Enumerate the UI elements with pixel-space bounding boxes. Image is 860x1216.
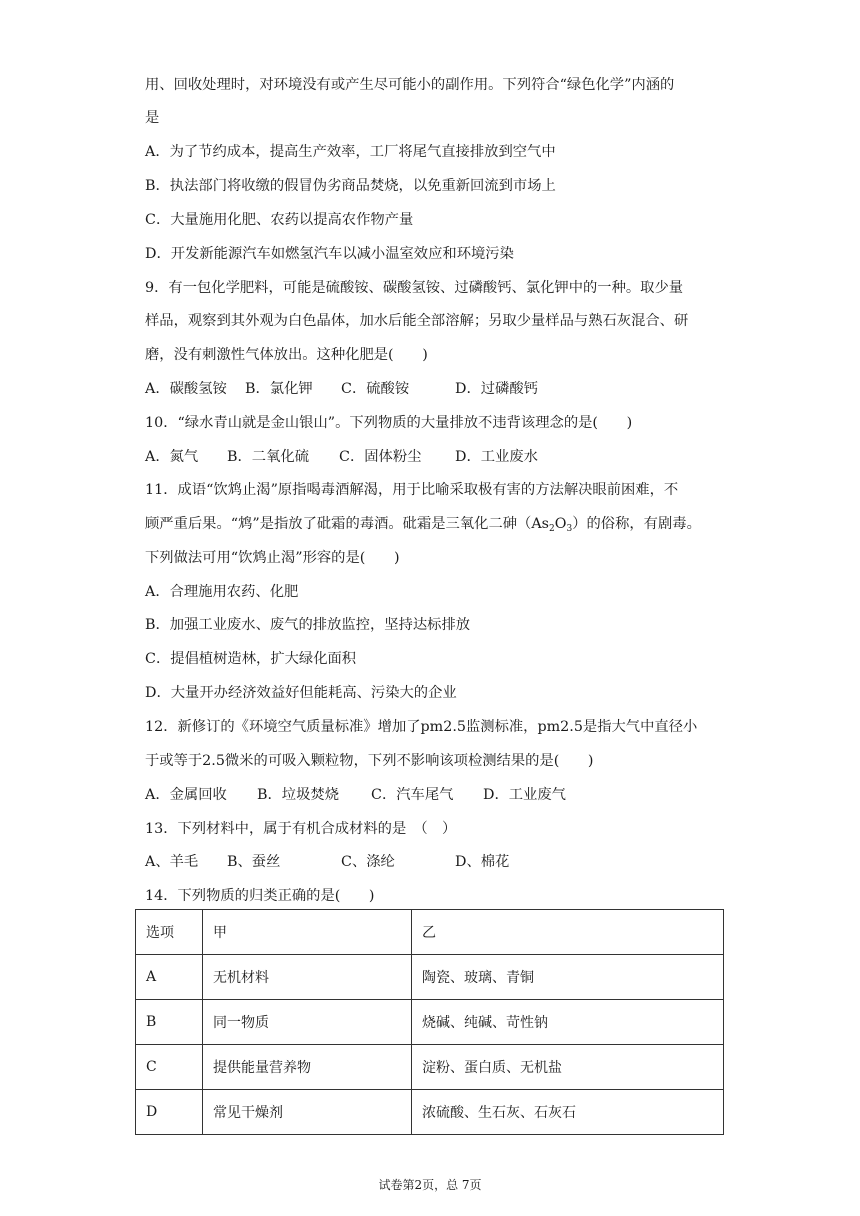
page-footer: 试卷第2页，总 7页 bbox=[378, 1178, 482, 1192]
table-row bbox=[136, 1000, 724, 1045]
q10-stem: 10．“绿水青山就是金山银山”。下列物质的大量排放不违背该理念的是( ) bbox=[145, 415, 633, 431]
q10-option-a: A．氮气 bbox=[145, 449, 199, 465]
table-cell: D bbox=[136, 1090, 203, 1135]
q9-stem-line3: 磨，没有刺激性气体放出。这种化肥是( ) bbox=[145, 347, 428, 363]
q13-stem: 13．下列材料中，属于有机合成材料的是 （ ） bbox=[145, 821, 457, 837]
q12-option-c: C．汽车尾气 bbox=[371, 787, 454, 803]
q13-option-b: B、蚕丝 bbox=[227, 854, 281, 870]
table-row bbox=[136, 955, 724, 1000]
q11-option-d: D．大量开办经济效益好但能耗高、污染大的企业 bbox=[145, 685, 457, 701]
q8-stem-line1: 用、回收处理时，对环境没有或产生尽可能小的副作用。下列符合“绿色化学”内涵的 bbox=[145, 77, 675, 93]
q8-option-c: C．大量施用化肥、农药以提高农作物产量 bbox=[145, 212, 414, 228]
table-header-cell: 选项 bbox=[136, 910, 203, 955]
q12-option-a: A．金属回收 bbox=[145, 787, 227, 803]
q9-stem-line1: 9．有一包化学肥料，可能是硫酸铵、碳酸氢铵、过磷酸钙、氯化钾中的一种。取少量 bbox=[145, 280, 684, 296]
q9-options bbox=[145, 378, 538, 398]
q8-option-a: A．为了节约成本，提高生产效率，工厂将尾气直接排放到空气中 bbox=[145, 144, 556, 160]
q9-option-b: B．氯化钾 bbox=[245, 381, 313, 397]
q10-option-b: B．二氧化硫 bbox=[227, 449, 309, 465]
table-cell: 提供能量营养物 bbox=[203, 1045, 412, 1090]
q12-stem-line1: 12．新修订的《环境空气质量标准》增加了pm2.5监测标准，pm2.5是指大气中直径小 bbox=[145, 719, 698, 735]
table-row bbox=[136, 1090, 724, 1135]
q14-stem: 14．下列物质的归类正确的是( ) bbox=[145, 888, 375, 904]
q11-option-b: B．加强工业废水、废气的排放监控，坚持达标排放 bbox=[145, 617, 471, 633]
table-cell: 无机材料 bbox=[203, 955, 412, 1000]
q11-stem-line1: 11．成语“饮鸩止渴”原指喝毒酒解渴，用于比喻采取极有害的方法解决眼前困难，不 bbox=[145, 482, 679, 498]
q12-option-d: D．工业废气 bbox=[483, 787, 566, 803]
q11-stem-line3: 下列做法可用“饮鸩止渴”形容的是( ) bbox=[145, 550, 400, 566]
q12-option-b: B．垃圾焚烧 bbox=[257, 787, 339, 803]
q11-stem-line2: 顾严重后果。“鸩”是指放了砒霜的毒酒。砒霜是三氧化二砷$(As_2O_3)$的俗称，有剧毒。 bbox=[145, 516, 701, 534]
table-cell: C bbox=[136, 1045, 203, 1090]
q11-option-a: A．合理施用农药、化肥 bbox=[145, 584, 299, 600]
q10-option-d: D．工业废水 bbox=[455, 449, 538, 465]
q12-stem-line2: 于或等于2.5微米的可吸入颗粒物，下列不影响该项检测结果的是( ) bbox=[145, 753, 594, 769]
table-cell: 陶瓷、玻璃、青铜 bbox=[412, 955, 724, 1000]
q11-option-c: C．提倡植树造林，扩大绿化面积 bbox=[145, 651, 357, 667]
q8-option-b: B．执法部门将收缴的假冒伪劣商品焚烧，以免重新回流到市场上 bbox=[145, 178, 556, 194]
table-row bbox=[136, 1045, 724, 1090]
table-cell: 常见干燥剂 bbox=[203, 1090, 412, 1135]
table-cell: 淀粉、蛋白质、无机盐 bbox=[412, 1045, 724, 1090]
table-cell: A bbox=[136, 955, 203, 1000]
q13-options bbox=[145, 851, 509, 871]
q9-option-d: D．过磷酸钙 bbox=[455, 381, 538, 397]
q13-option-d: D、棉花 bbox=[455, 854, 510, 870]
table-header-cell: 甲 bbox=[203, 910, 412, 955]
q9-option-c: C．硫酸铵 bbox=[341, 381, 410, 397]
q9-option-a: A．碳酸氢铵 bbox=[145, 381, 227, 397]
q9-stem-line2: 样品，观察到其外观为白色晶体，加水后能全部溶解；另取少量样品与熟石灰混合、研 bbox=[145, 313, 689, 329]
table-header-cell: 乙 bbox=[412, 910, 724, 955]
q13-option-c: C、涤纶 bbox=[341, 854, 395, 870]
q10-options bbox=[145, 446, 538, 466]
q8-stem-line2: 是 bbox=[145, 110, 160, 126]
table-cell: B bbox=[136, 1000, 203, 1045]
table-cell: 烧碱、纯碱、苛性钠 bbox=[412, 1000, 724, 1045]
table-cell: 浓硫酸、生石灰、石灰石 bbox=[412, 1090, 724, 1135]
q12-options bbox=[145, 784, 566, 804]
table-cell: 同一物质 bbox=[203, 1000, 412, 1045]
q8-option-d: D．开发新能源汽车如燃氢汽车以减小温室效应和环境污染 bbox=[145, 246, 514, 262]
q13-option-a: A、羊毛 bbox=[145, 854, 199, 870]
q14-classification-table bbox=[135, 909, 724, 1135]
q10-option-c: C．固体粉尘 bbox=[339, 449, 422, 465]
table-header-row bbox=[136, 910, 724, 955]
